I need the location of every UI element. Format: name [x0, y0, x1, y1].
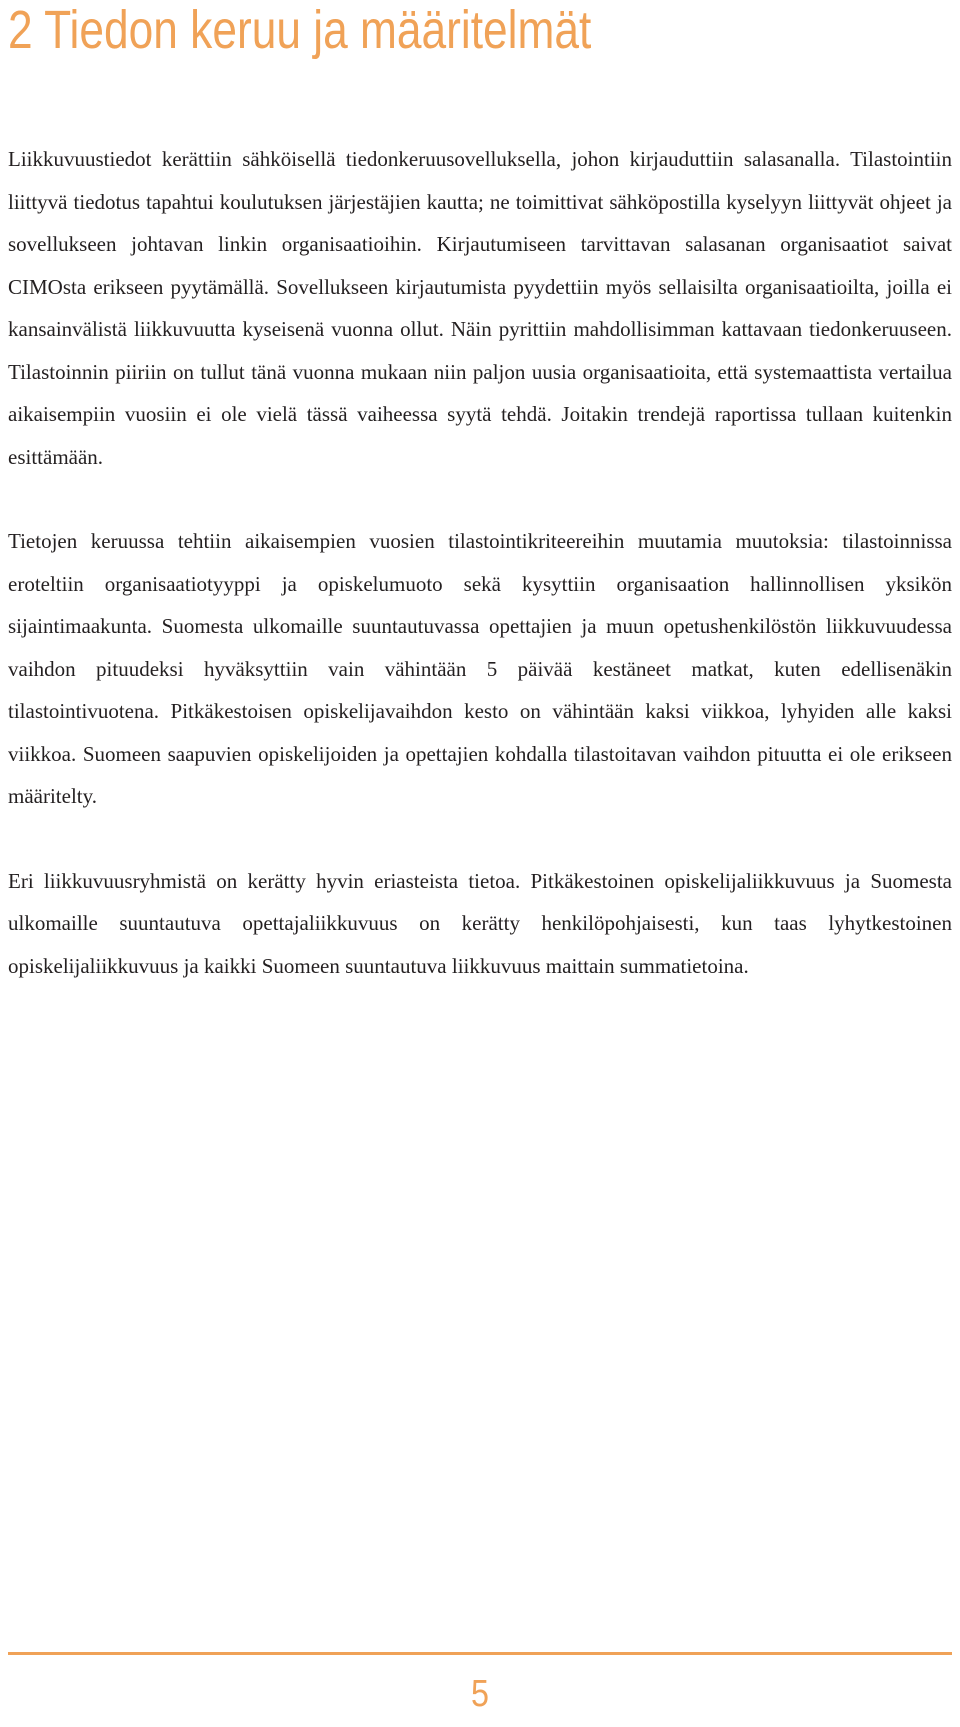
paragraph-criteria-changes: Tietojen keruussa tehtiin aikaisempien vuosien tilastointikriteereihin muutamia muutoksia: tilastoinnissa eroteltiin organisaatiotyyppi ja opiskelumuoto sekä kysyttiin organisaation hallinnollisen yksikön sijaintimaakunta. Suomesta ulkomaille suuntautuvassa opettajien ja muun opetushenkilöstön liikkuvuudessa vaihdon pituudeksi hyväksyttiin vain vähintään 5 päivää kestäneet matkat, kuten edellisenäkin tilastointivuotena. Pitkäkestoisen opiskelijavaihdon kesto on vähintään kaksi viikkoa, lyhyiden alle kaksi viikkoa. Suomeen saapuvien opiskelijoiden ja opettajien kohdalla tilastoitavan vaihdon pituutta ei ole erikseen määritelty. [8, 529, 952, 808]
body-text [8, 138, 952, 1029]
paragraph-mobility-groups: Eri liikkuvuusryhmistä on kerätty hyvin eriasteista tietoa. Pitkäkestoinen opiskelijaliikkuvuus ja Suomesta ulkomaille suuntautuva opettajaliikkuvuus on kerätty henkilöpohjaisesti, kun taas lyhytkestoinen opiskelijaliikkuvuus ja kaikki Suomeen suuntautuva liikkuvuus maittain summatietoina. [8, 868, 952, 978]
paragraph-data-collection: Liikkuvuustiedot kerättiin sähköisellä tiedonkeruusovelluksella, johon kirjauduttiin salasanalla. Tilastointiin liittyvä tiedotus tapahtui koulutuksen järjestäjien kautta; ne toimittivat sähköpostilla kyselyyn liittyvät ohjeet ja sovellukseen johtavan linkin organisaatioihin. Kirjautumiseen tarvittavan salasanan organisaatiot saivat CIMOsta erikseen pyytämällä. Sovellukseen kirjautumista pyydettiin myös sellaisilta organisaatioilta, joilla ei kansainvälistä liikkuvuutta kyseisenä vuonna ollut. Näin pyrittiin mahdollisimman kattavaan tiedonkeruuseen. Tilastoinnin piiriin on tullut tänä vuonna mukaan niin paljon uusia organisaatioita, että systemaattista vertailua aikaisempiin vuosiin ei ole vielä tässä vaiheessa syytä tehdä. Joitakin trendejä raportissa tullaan kuitenkin esittämään. [8, 147, 952, 469]
page-heading: 2 Tiedon keruu ja määritelmät [8, 0, 592, 60]
footer-divider [8, 1652, 952, 1655]
page-number: 5 [471, 1673, 489, 1715]
